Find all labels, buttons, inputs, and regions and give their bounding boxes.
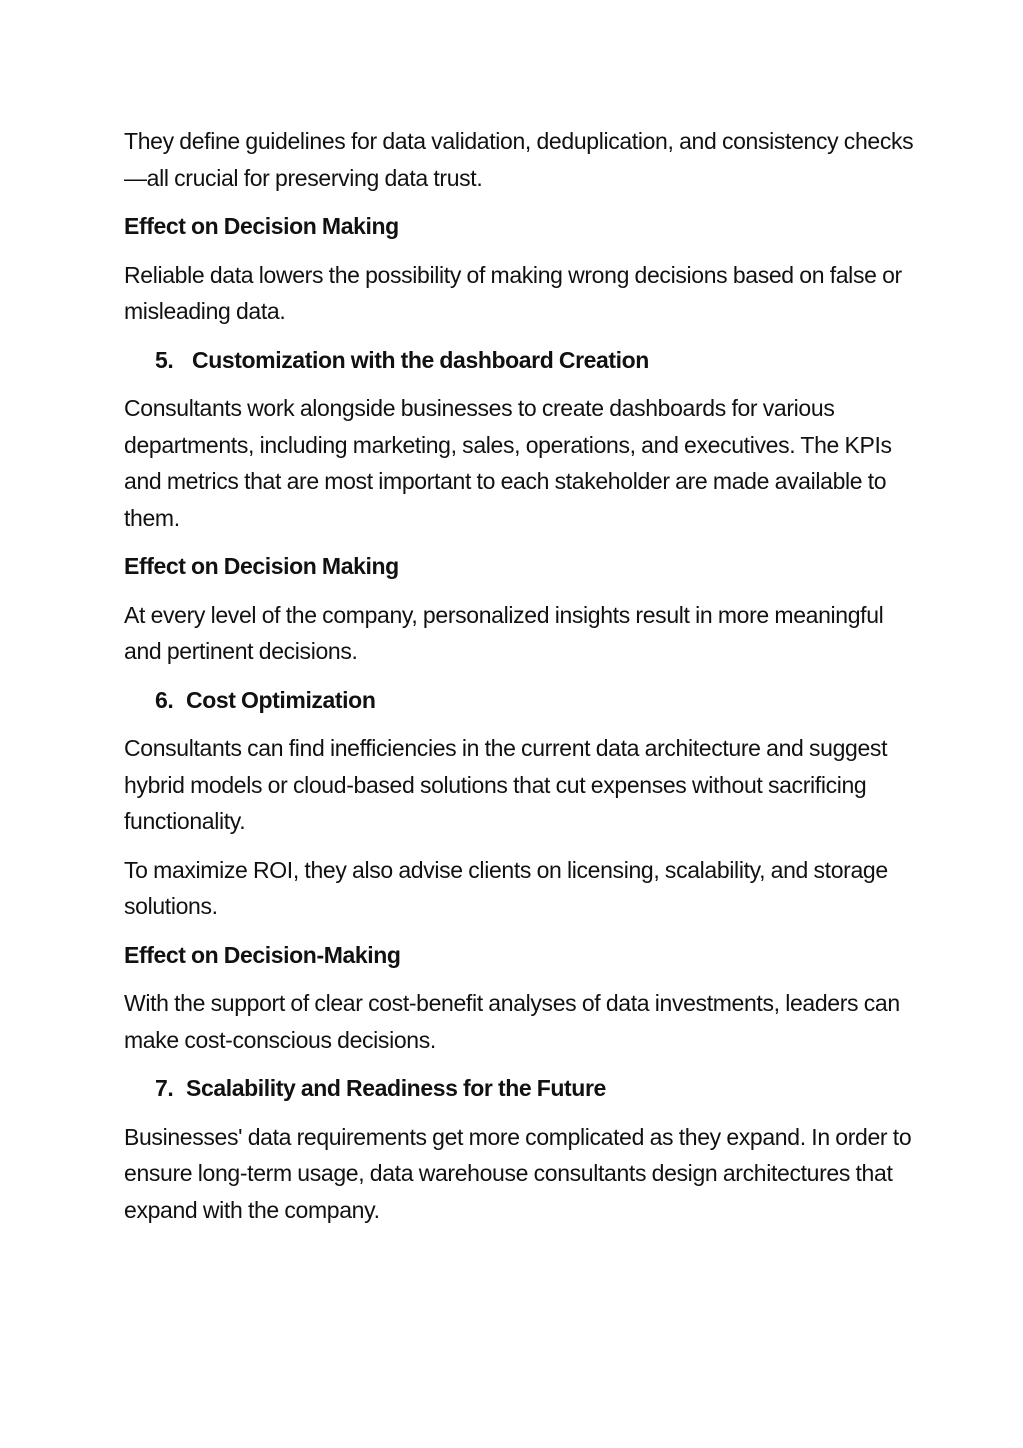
section-heading-5 — [124, 342, 914, 379]
section-heading-6 — [124, 682, 914, 719]
subheading-effect-decision-1: Effect on Decision Making — [124, 213, 399, 239]
subheading-effect-decision-2: Effect on Decision Making — [124, 553, 399, 579]
section-title: Cost Optimization — [186, 686, 376, 713]
paragraph-cost-benefit: With the support of clear cost-benefit analyses of data investments, leaders can make cost-conscious decisions. — [124, 990, 900, 1053]
paragraph-roi: To maximize ROI, they also advise clients on licensing, scalability, and storage solutions. — [124, 856, 888, 919]
section-number: 5. — [155, 346, 174, 373]
paragraph-dashboards: Consultants work alongside businesses to create dashboards for various departments, including marketing, sales, operations, and executives. The KPIs and metrics that are most important to each stakeholder are made available to them. — [124, 395, 892, 531]
paragraph-data-trust: They define guidelines for data validation, deduplication, and consistency checks—all crucial for preserving data trust. — [124, 128, 914, 191]
paragraph-personalized-insights: At every level of the company, personalized insights result in more meaningful and pertinent decisions. — [124, 601, 884, 664]
subheading-effect-decision-3: Effect on Decision-Making — [124, 941, 401, 968]
section-number: 7. — [155, 1075, 174, 1101]
section-number: 6. — [155, 686, 174, 713]
paragraph-inefficiencies: Consultants can find inefficiencies in the current data architecture and suggest hybrid models or cloud-based solutions that cut expenses without sacrificing functionality. — [124, 735, 888, 834]
section-title: Customization with the dashboard Creation — [192, 346, 649, 373]
document-page — [124, 123, 914, 1240]
section-title: Scalability and Readiness for the Future — [186, 1075, 606, 1101]
paragraph-scalability: Businesses' data requirements get more complicated as they expand. In order to ensure long-term usage, data warehouse consultants design architectures that expand with the company. — [124, 1123, 912, 1223]
paragraph-reliable-data: Reliable data lowers the possibility of making wrong decisions based on false or misleading data. — [124, 261, 902, 324]
section-heading-7 — [124, 1070, 914, 1107]
